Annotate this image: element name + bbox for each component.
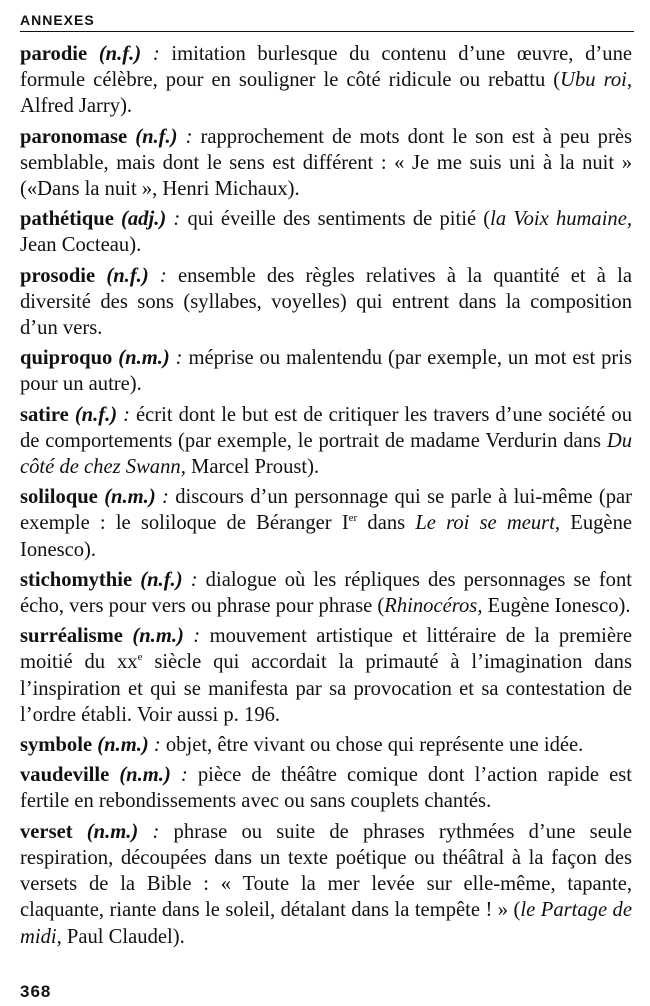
- entry-separator: :: [117, 403, 136, 426]
- entry-term: surréalisme: [20, 625, 123, 648]
- entry-title-italic: la Voix humaine,: [490, 208, 633, 231]
- running-header: ANNEXES: [20, 12, 95, 28]
- entry-part-of-speech: (n.f.): [106, 264, 149, 287]
- glossary-entry-satire: [20, 402, 632, 481]
- entry-term: soliloque: [20, 486, 98, 509]
- page-number: 368: [20, 982, 52, 1001]
- entry-term: prosodie: [20, 264, 96, 287]
- entry-separator: :: [148, 264, 178, 287]
- entry-superscript: e: [137, 651, 143, 664]
- entry-definition-text: ensemble des règles relatives à la quantité et à la diversité des sons (syllabes, voyelles) qui entrent dans la composition d’un vers.: [20, 264, 633, 340]
- entry-separator: :: [138, 820, 174, 843]
- entry-separator: :: [169, 347, 189, 370]
- entry-definition-text: objet, être vivant ou chose qui représente une idée.: [165, 734, 584, 757]
- entry-term: symbole: [20, 734, 93, 757]
- entry-definition-text: Jean Cocteau).: [20, 234, 142, 257]
- entry-definition-text: Marcel Proust).: [185, 456, 320, 479]
- entry-term: vaudeville: [20, 764, 110, 787]
- entry-term: satire: [20, 403, 69, 426]
- entry-definition-text: Eugène Ionesco).: [20, 512, 633, 561]
- entry-definition-text: Paul Claudel).: [61, 925, 185, 948]
- entry-definition-text: imitation burlesque du contenu d’une œuvre, d’une formule célèbre, pour en souligner le côté ridicule ou rebattu (: [20, 43, 633, 92]
- entry-definition-text: pièce de théâtre comique dont l’action rapide est fertile en rebondissements avec ou sans couplets chantés.: [20, 764, 632, 813]
- entry-part-of-speech: (n.f.): [74, 403, 118, 426]
- entry-title-italic: Le roi se meurt,: [415, 512, 561, 535]
- entry-definition-text: siècle qui accordait la primauté à l’imagination dans l’inspiration et qui se manifesta par sa provocation et sa contestation de l’ordre établi. Voir aussi p. 196.: [20, 651, 632, 726]
- entry-part-of-speech: (adj.): [121, 208, 167, 231]
- entry-title-italic: Rhinocéros,: [384, 595, 483, 618]
- entry-title-italic: Du côté de chez Swann,: [20, 429, 632, 479]
- entry-term: quiproquo: [20, 347, 113, 370]
- entry-part-of-speech: (n.f.): [140, 568, 183, 591]
- entry-separator: :: [166, 208, 188, 231]
- glossary-entry-surréalisme: [20, 623, 632, 728]
- entry-term: pathétique: [20, 208, 114, 231]
- entry-part-of-speech: (n.m.): [132, 625, 184, 648]
- header-rule: [20, 31, 634, 32]
- entry-definition-text: Eugène Ionesco).: [482, 595, 631, 618]
- entry-part-of-speech: (n.f.): [98, 43, 142, 65]
- entry-part-of-speech: (n.f.): [135, 125, 178, 148]
- glossary-entry-stichomythie: [20, 567, 632, 619]
- glossary-entry-soliloque: [20, 484, 632, 563]
- glossary-entry-pathétique: [20, 206, 632, 258]
- entry-definition-text: discours d’un personnage qui se parle à lui-même (par exemple : le soliloque de Béranger I: [20, 486, 633, 535]
- entry-definition-text: dans: [357, 512, 416, 535]
- entry-definition-text: rapprochement de mots dont le son est à peu près semblable, mais dont le sens est différent : « Je me suis uni à la nuit » («Dans la nuit », Henri Michaux).: [20, 125, 632, 201]
- glossary-entry-paronomase: [20, 124, 632, 203]
- entry-separator: :: [177, 125, 201, 148]
- entry-term: parodie: [20, 43, 88, 65]
- entry-part-of-speech: (n.m.): [104, 486, 156, 509]
- entry-separator: :: [141, 43, 172, 65]
- entry-definition-text: écrit dont le but est de critiquer les travers d’une société ou de comportements (par exemple, le portrait de madame Verdurin dans: [20, 403, 632, 452]
- glossary-entry-verset: [20, 819, 632, 950]
- entry-part-of-speech: (n.m.): [97, 734, 149, 757]
- entry-separator: :: [182, 568, 206, 591]
- entry-separator: :: [183, 625, 210, 648]
- glossary-entry-prosodie: [20, 263, 632, 342]
- entry-part-of-speech: (n.m.): [118, 347, 170, 370]
- entry-separator: :: [148, 734, 166, 757]
- entry-separator: :: [155, 486, 176, 509]
- entry-definition-text: mouvement artistique et littéraire de la première moitié du xx: [20, 625, 632, 674]
- entry-definition-text: Alfred Jarry).: [20, 95, 133, 118]
- entry-definition-text: phrase ou suite de phrases rythmées d’une seule respiration, découpées dans un texte poétique ou théâtral à la façon des versets de la Bible : « Toute la mer levée sur elle-même, tapante, claquante, riante dans le soleil, détalant dans la tempête ! » (: [20, 820, 633, 922]
- entry-title-italic: le Partage de midi,: [20, 899, 632, 948]
- entry-term: paronomase: [20, 125, 128, 148]
- entry-definition-text: qui éveille des sentiments de pitié (: [187, 208, 491, 231]
- glossary-entry-symbole: [20, 732, 632, 758]
- glossary-list: [20, 41, 632, 950]
- entry-part-of-speech: (n.m.): [86, 820, 139, 843]
- entry-term: stichomythie: [20, 568, 133, 591]
- entry-part-of-speech: (n.m.): [119, 764, 171, 787]
- entry-separator: :: [170, 764, 198, 787]
- entry-definition-text: dialogue où les répliques des personnages se font écho, vers pour vers ou phrase pour phrase (: [20, 568, 632, 618]
- entry-superscript: er: [348, 512, 358, 525]
- glossary-entry-vaudeville: [20, 762, 632, 814]
- glossary-entry-parodie: [20, 41, 632, 120]
- entry-title-italic: Ubu roi,: [560, 69, 633, 92]
- glossary-entry-quiproquo: [20, 345, 632, 397]
- entry-definition-text: méprise ou malentendu (par exemple, un mot est pris pour un autre).: [20, 347, 633, 396]
- entry-term: verset: [20, 820, 73, 843]
